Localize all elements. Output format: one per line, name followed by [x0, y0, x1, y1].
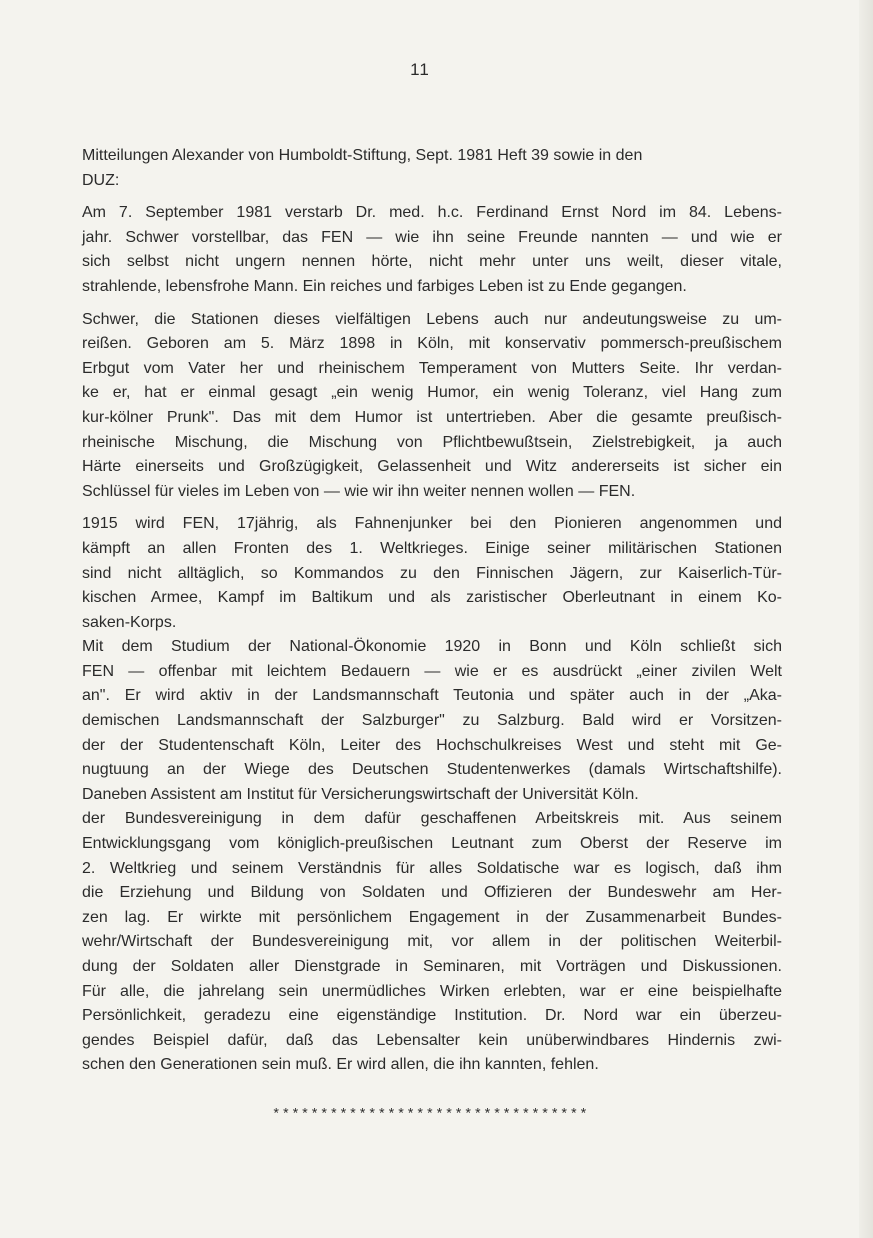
- document-body: [82, 144, 782, 1078]
- text-line: rheinische Mischung, die Mischung von Pflichtbewußtsein, Zielstrebigkeit, ja auch: [82, 433, 782, 451]
- text-line: Schwer, die Stationen dieses vielfältigen Lebens auch nur andeutungsweise zu um-: [82, 310, 782, 328]
- text-line: gendes Beispiel dafür, daß das Lebensalter kein unüberwindbares Hindernis zwi-: [82, 1031, 782, 1049]
- text-line: DUZ:: [82, 171, 120, 189]
- paragraph-source: [82, 144, 782, 193]
- text-line: Am 7. September 1981 verstarb Dr. med. h.c. Ferdinand Ernst Nord im 84. Lebens-: [82, 204, 782, 222]
- text-line: an". Er wird aktiv in der Landsmannschaft Teutonia und später auch in der „Aka-: [82, 687, 782, 705]
- text-line: demischen Landsmannschaft der Salzburger" zu Salzburg. Bald wird er Vorsitzen-: [82, 712, 782, 730]
- text-line: kämpft an allen Fronten des 1. Weltkrieges. Einige seiner militärischen Stationen: [82, 539, 782, 557]
- text-line: Entwicklungsgang vom königlich-preußischen Leutnant zum Oberst der Reserve im: [82, 835, 782, 853]
- text-line: Für alle, die jahrelang sein unermüdliches Wirken erlebten, war er eine beispielhafte: [82, 982, 782, 1000]
- paragraph-biography-origins: [82, 308, 782, 505]
- text-line: 2. Weltkrieg und seinem Verständnis für alles Soldatische war es logisch, daß ihm: [82, 859, 782, 877]
- text-line: dung der Soldaten aller Dienstgrade in Seminaren, mit Vorträgen und Diskussionen.: [82, 958, 782, 975]
- text-line: kischen Armee, Kampf im Baltikum und als zaristischer Oberleutnant in einem Ko-: [82, 589, 782, 607]
- page-number: 11: [410, 60, 430, 79]
- text-line: der der Studentenschaft Köln, Leiter des Hochschulkreises West und steht mit Ge-: [82, 736, 782, 754]
- text-line: FEN — offenbar mit leichtem Bedauern — wie er es ausdrückt „einer zivilen Welt: [82, 662, 782, 680]
- text-line: wehr/Wirtschaft der Bundesvereinigung mit, vor allem in der politischen Weiterbil-: [82, 933, 782, 951]
- text-line: Erbgut vom Vater her und rheinischem Temperament von Mutters Seite. Ihr verdan-: [82, 359, 782, 377]
- separator-stars: *********************************: [272, 1107, 589, 1123]
- text-line: ke er, hat er einmal gesagt „ein wenig Humor, ein wenig Toleranz, viel Hang zum: [82, 384, 782, 402]
- text-line: Mit dem Studium der National-Ökonomie 1920 in Bonn und Köln schließt sich: [82, 638, 782, 656]
- text-line: Schlüssel für vieles im Leben von — wie wir ihn weiter nennen wollen — FEN.: [82, 482, 636, 500]
- text-line: jahr. Schwer vorstellbar, das FEN — wie ihn seine Freunde nannten — und wie er: [82, 228, 782, 246]
- text-line: Härte einerseits und Großzügigkeit, Gelassenheit und Witz andererseits ist sicher ein: [82, 458, 782, 476]
- text-line: strahlende, lebensfrohe Mann. Ein reiches und farbiges Leben ist zu Ende gegangen.: [82, 277, 687, 295]
- text-line: sich selbst nicht ungern nennen hörte, nicht mehr unter uns weilt, dieser vitale,: [82, 253, 782, 271]
- text-line: nugtuung an der Wiege des Deutschen Studentenwerkes (damals Wirtschaftshilfe).: [82, 761, 782, 779]
- text-line: zen lag. Er wirkte mit persönlichem Engagement in der Zusammenarbeit Bundes-: [82, 908, 782, 926]
- text-line: die Erziehung und Bildung von Soldaten und Offizieren der Bundeswehr am Her-: [82, 884, 782, 902]
- text-line: Persönlichkeit, geradezu eine eigenständige Institution. Dr. Nord war ein überzeu-: [82, 1007, 782, 1025]
- text-line: der Bundesvereinigung in dem dafür geschaffenen Arbeitskreis mit. Aus seinem: [82, 810, 782, 828]
- text-line: 1915 wird FEN, 17jährig, als Fahnenjunker bei den Pionieren angenommen und: [82, 515, 782, 533]
- text-line: Mitteilungen Alexander von Humboldt-Stiftung, Sept. 1981 Heft 39 sowie in den: [82, 147, 643, 164]
- page-edge: [859, 0, 873, 1238]
- text-line: sind nicht alltäglich, so Kommandos zu den Finnischen Jägern, zur Kaiserlich-Tür-: [82, 564, 782, 582]
- text-line: saken-Korps.: [82, 613, 177, 631]
- text-line: Daneben Assistent am Institut für Versicherungswirtschaft der Universität Köln.: [82, 785, 639, 803]
- text-line: kur-kölner Prunk". Das mit dem Humor ist untertrieben. Aber die gesamte preußisch-: [82, 408, 782, 426]
- paragraph-career: [82, 512, 782, 1078]
- text-line: reißen. Geboren am 5. März 1898 in Köln, mit konservativ pommersch-preußischem: [82, 335, 782, 353]
- paragraph-obituary-intro: [82, 201, 782, 299]
- text-line: schen den Generationen sein muß. Er wird allen, die ihn kannten, fehlen.: [82, 1056, 599, 1074]
